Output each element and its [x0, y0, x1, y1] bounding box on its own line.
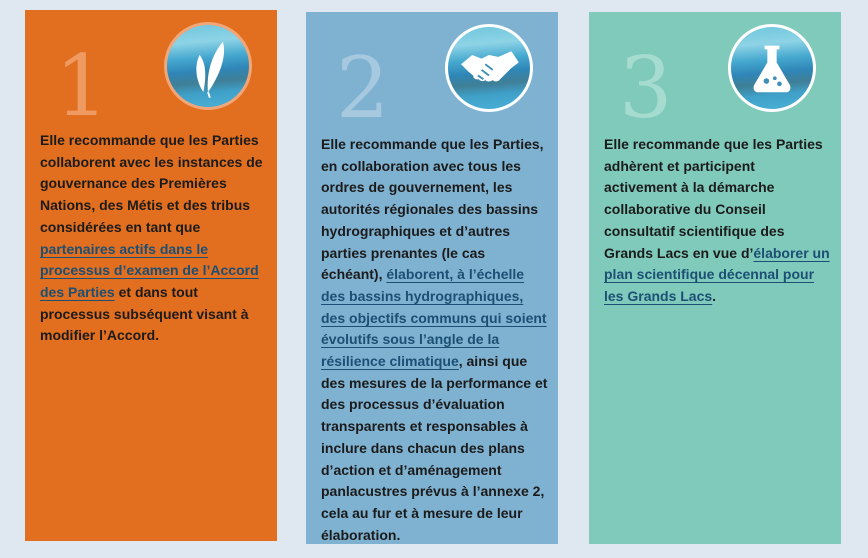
recommendation-link[interactable]: élaborer un plan scientifique décennal pour les Grands Lacs [604, 244, 830, 304]
text-before-link: Elle recommande que les Parties collaborent avec les instances de gouvernance des Premières Nations, des Métis et des tribus considérées en tant que [40, 132, 263, 235]
card-number: 1 [55, 37, 109, 135]
text-before-link: Elle recommande que les Parties adhèrent et participent activement à la démarche collaborative du Conseil consultatif scientifique des Grands Lacs en vue d’ [604, 136, 823, 261]
text-after-link: et dans tout processus subséquent visant à modifier l’Accord. [40, 283, 249, 344]
recommendation-link[interactable]: partenaires actifs dans le processus d’examen de l’Accord des Parties [40, 240, 259, 300]
recommendation-text [604, 134, 831, 308]
recommendation-card-3 [589, 12, 841, 544]
recommendation-link[interactable]: élaborent, à l’échelle des bassins hydrographiques, des objectifs communs qui soient évolutifs sous l’angle de la résilience climatique [321, 266, 547, 370]
flask-icon [728, 24, 816, 112]
text-after-link: . [712, 287, 717, 304]
recommendation-card-2 [306, 12, 558, 544]
text-before-link: Elle recommande que les Parties, en collaboration avec tous les ordres de gouvernement, les autorités régionales des bassins hydrographiques et d’autres parties prenantes (le cas échéant), [321, 136, 544, 283]
recommendation-text [40, 130, 267, 347]
text-after-link: , ainsi que des mesures de la performance et des processus d’évaluation transparents et responsables à inclure dans chacun des plans d’action et d’aménagement panlacustres prévus à l’annexe 2, cela au fur et à mesure de leur élaboration. [321, 353, 548, 543]
card-number: 3 [619, 39, 673, 137]
card-number: 2 [336, 39, 390, 137]
feather-icon [164, 22, 252, 110]
recommendation-card-1 [25, 10, 277, 541]
recommendation-text [321, 134, 548, 546]
handshake-icon [445, 24, 533, 112]
